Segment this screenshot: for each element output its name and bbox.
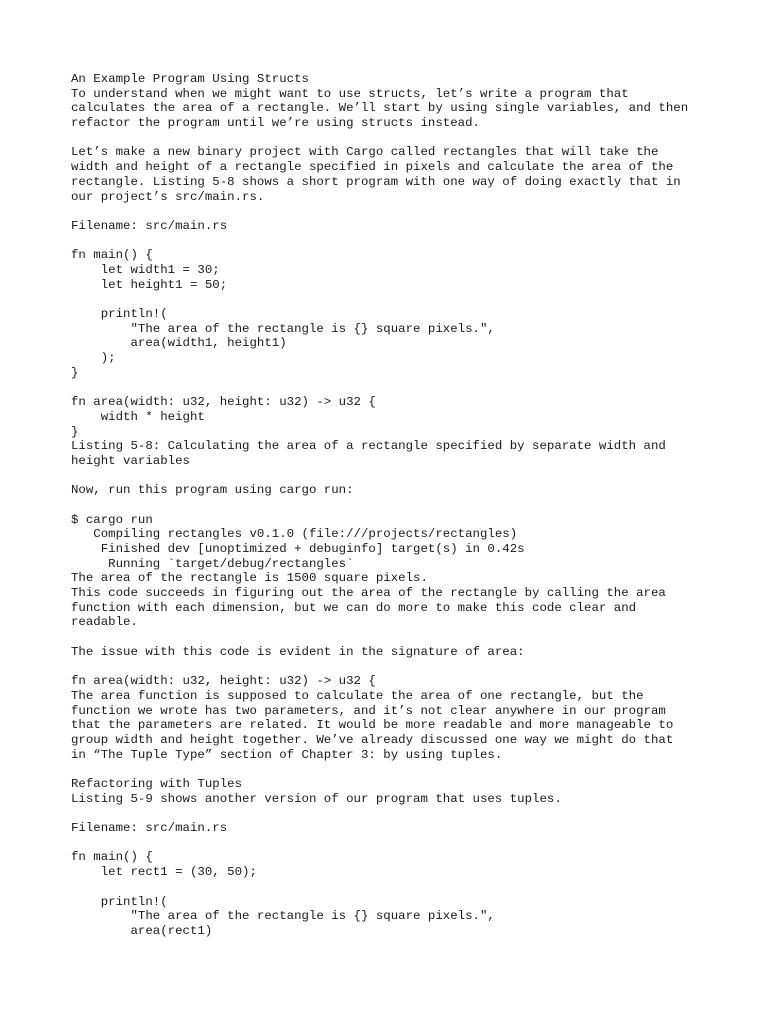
- paragraph-line: our project’s src/main.rs.: [71, 189, 265, 204]
- code-line: println!(: [71, 894, 168, 909]
- blank-line: [71, 660, 751, 675]
- code-line: [71, 380, 751, 395]
- code-line: let height1 = 50;: [71, 277, 228, 292]
- code-line: area(rect1): [71, 923, 213, 938]
- blank-line: [71, 204, 751, 219]
- code-line: }: [71, 424, 79, 439]
- blank-line: [71, 630, 751, 645]
- paragraph-line: function with each dimension, but we can do more to make this code clear and: [71, 600, 637, 615]
- listing-caption: height variables: [71, 453, 190, 468]
- blank-line: [71, 498, 751, 513]
- code-line: fn area(width: u32, height: u32) -> u32 {: [71, 395, 376, 410]
- paragraph-line: group width and height together. We’ve already discussed one way we might do that: [71, 732, 674, 747]
- section-heading: An Example Program Using Structs: [71, 72, 309, 86]
- listing-caption: Listing 5-8: Calculating the area of a rectangle specified by separate width and: [71, 439, 666, 454]
- paragraph-line: This code succeeds in figuring out the area of the rectangle by calling the area: [71, 586, 666, 601]
- paragraph-line: Let’s make a new binary project with Cargo called rectangles that will take the: [71, 145, 659, 160]
- paragraph-line: The issue with this code is evident in the signature of area:: [71, 644, 525, 659]
- paragraph-line: rectangle. Listing 5-8 shows a short program with one way of doing exactly that in: [71, 174, 681, 189]
- document-page: [71, 72, 751, 939]
- code-line: fn main() {: [71, 248, 153, 263]
- paragraph-line: refactor the program until we’re using structs instead.: [71, 116, 480, 131]
- code-line: );: [71, 351, 116, 366]
- paragraph-line: function we wrote has two parameters, and it’s not clear anywhere in our program: [71, 703, 666, 718]
- terminal-line: $ cargo run: [71, 512, 153, 527]
- blank-line: [71, 806, 751, 821]
- paragraph-line: that the parameters are related. It would be more readable and more manageable to: [71, 718, 674, 733]
- paragraph-line: To understand when we might want to use structs, let’s write a program that: [71, 86, 629, 101]
- terminal-line: The area of the rectangle is 1500 square pixels.: [71, 571, 428, 586]
- paragraph-line: calculates the area of a rectangle. We’ll start by using single variables, and then: [71, 101, 689, 116]
- paragraph-line: Now, run this program using cargo run:: [71, 483, 354, 498]
- paragraph-line: readable.: [71, 615, 138, 630]
- filename-label: Filename: src/main.rs: [71, 821, 228, 836]
- blank-line: [71, 762, 751, 777]
- blank-line: [71, 836, 751, 851]
- code-line: [71, 880, 751, 895]
- paragraph-line: The area function is supposed to calculate the area of one rectangle, but the: [71, 688, 644, 703]
- code-line: fn main() {: [71, 850, 153, 865]
- section-heading: Refactoring with Tuples: [71, 777, 243, 791]
- code-line: }: [71, 365, 79, 380]
- code-line: "The area of the rectangle is {} square pixels.",: [71, 909, 495, 924]
- code-line: width * height: [71, 409, 205, 424]
- terminal-line: Compiling rectangles v0.1.0 (file:///projects/rectangles): [71, 527, 518, 542]
- blank-line: [71, 131, 751, 146]
- code-line: println!(: [71, 307, 168, 321]
- code-line: fn area(width: u32, height: u32) -> u32 {: [71, 674, 376, 689]
- filename-label: Filename: src/main.rs: [71, 218, 228, 233]
- code-line: "The area of the rectangle is {} square pixels.",: [71, 321, 495, 336]
- code-line: let rect1 = (30, 50);: [71, 865, 257, 880]
- terminal-line: Finished dev [unoptimized + debuginfo] target(s) in 0.42s: [71, 542, 525, 556]
- terminal-line: Running `target/debug/rectangles`: [71, 556, 354, 571]
- code-line: let width1 = 30;: [71, 262, 220, 277]
- blank-line: [71, 234, 751, 249]
- code-line: [71, 292, 751, 307]
- blank-line: [71, 469, 751, 484]
- paragraph-line: Listing 5-9 shows another version of our program that uses tuples.: [71, 791, 562, 806]
- code-line: area(width1, height1): [71, 336, 287, 351]
- paragraph-line: in “The Tuple Type” section of Chapter 3: by using tuples.: [71, 747, 503, 762]
- paragraph-line: width and height of a rectangle specified in pixels and calculate the area of the: [71, 160, 674, 175]
